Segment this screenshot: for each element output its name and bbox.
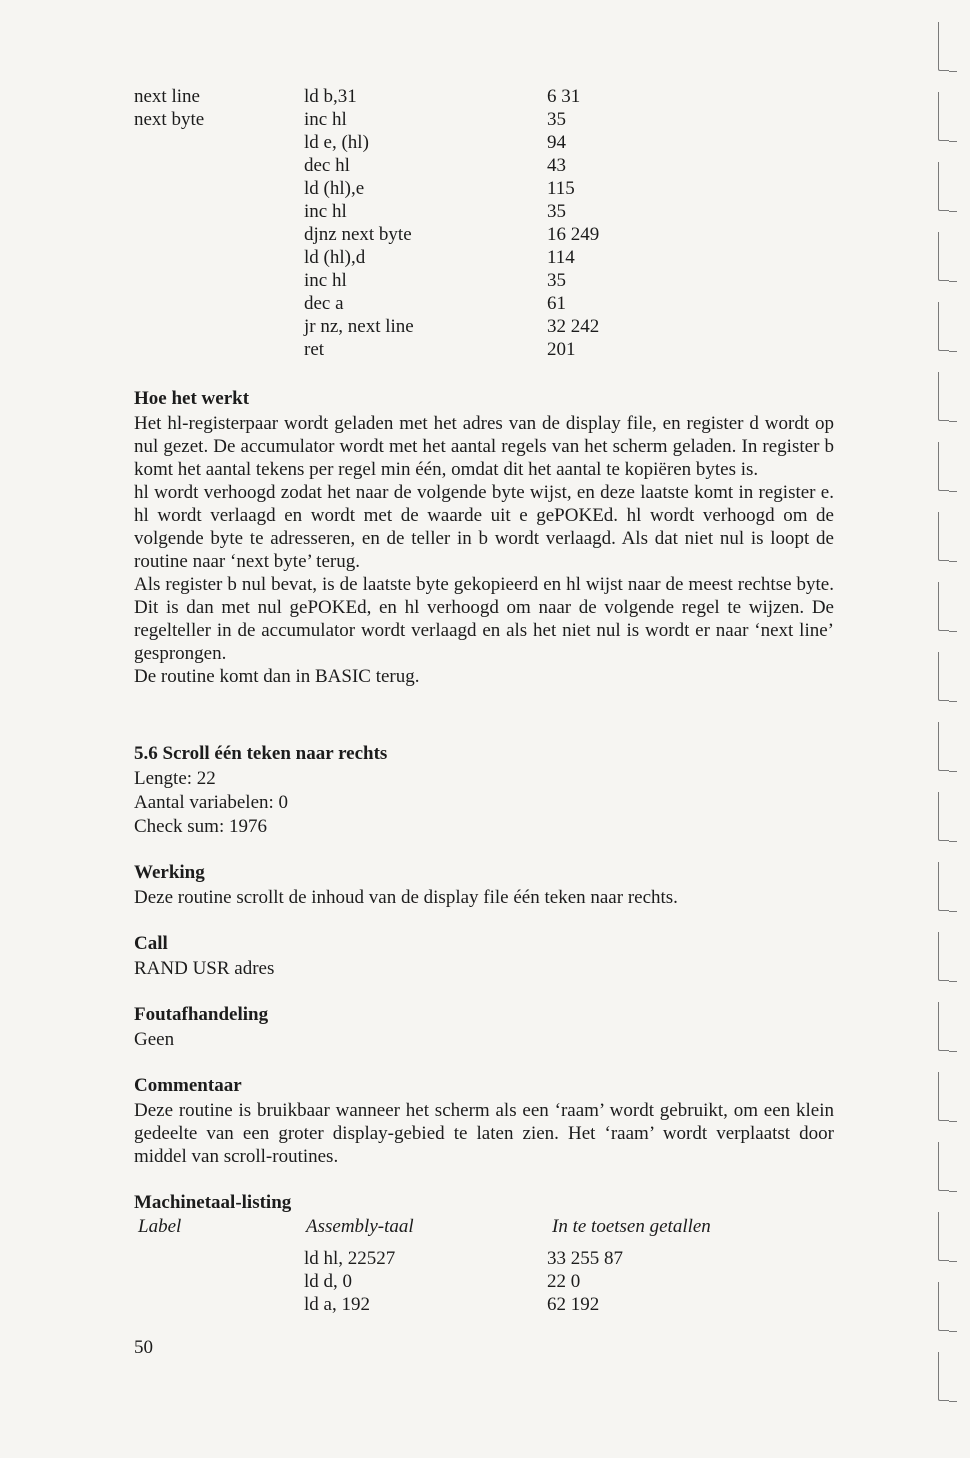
code-assembly: ld b,31 bbox=[304, 86, 357, 107]
code-numbers: 35 bbox=[547, 201, 566, 222]
code-numbers: 32 242 bbox=[547, 316, 600, 337]
code-numbers: 35 bbox=[547, 109, 566, 130]
code-assembly: ld e, (hl) bbox=[304, 132, 369, 153]
code-assembly: ret bbox=[304, 339, 325, 360]
code-assembly: jr nz, next line bbox=[304, 316, 414, 337]
column-assembly-header: Assembly-taal bbox=[306, 1216, 414, 1237]
column-numbers-header: In te toetsen getallen bbox=[552, 1216, 711, 1237]
page-number: 50 bbox=[134, 1337, 153, 1358]
binding-hole bbox=[938, 92, 949, 141]
binding-hole bbox=[938, 1352, 949, 1401]
error-handling-text: Geen bbox=[134, 1029, 175, 1050]
binding-hole bbox=[938, 302, 949, 351]
code-assembly: ld a, 192 bbox=[304, 1294, 370, 1315]
section-title: 5.6 Scroll één teken naar rechts bbox=[134, 743, 388, 764]
binding-hole bbox=[938, 512, 949, 561]
code-numbers: 201 bbox=[547, 339, 576, 360]
code-numbers: 61 bbox=[547, 293, 566, 314]
code-numbers: 22 0 bbox=[547, 1271, 581, 1292]
code-assembly: ld d, 0 bbox=[304, 1271, 353, 1292]
paragraph: Als register b nul bevat, is de laatste byte gekopieerd en hl wijst naar de meest rechtse byte. Dit is dan met nul gePOKEd, en hl verhoogd om naar de volgende regel te wijzen. De regelteller in de accumulator wordt verlaagd en als het niet nul is wordt er naar ‘next line’ gesprongen. bbox=[134, 574, 834, 664]
listing-column-headers bbox=[134, 1216, 834, 1240]
ring-binding-holes bbox=[924, 0, 970, 1458]
binding-hole bbox=[938, 862, 949, 911]
code-assembly: djnz next byte bbox=[304, 224, 412, 245]
call-heading: Call bbox=[134, 933, 168, 954]
code-label: next byte bbox=[134, 109, 205, 130]
error-handling-heading: Foutafhandeling bbox=[134, 1004, 269, 1025]
call-text: RAND USR adres bbox=[134, 958, 275, 979]
code-assembly: ld hl, 22527 bbox=[304, 1248, 396, 1269]
how-it-works-text bbox=[134, 412, 834, 688]
code-assembly: ld (hl),d bbox=[304, 247, 366, 268]
code-numbers: 33 255 87 bbox=[547, 1248, 623, 1269]
binding-hole bbox=[938, 232, 949, 281]
binding-hole bbox=[938, 1212, 949, 1261]
code-numbers: 16 249 bbox=[547, 224, 600, 245]
binding-hole bbox=[938, 1282, 949, 1331]
code-numbers: 94 bbox=[547, 132, 566, 153]
routine-checksum: Check sum: 1976 bbox=[134, 816, 267, 837]
binding-hole bbox=[938, 1002, 949, 1051]
binding-hole bbox=[938, 22, 949, 71]
routine-length: Lengte: 22 bbox=[134, 768, 216, 789]
code-assembly: inc hl bbox=[304, 270, 347, 291]
paragraph: hl wordt verhoogd zodat het naar de volgende byte wijst, en deze laatste komt in register e. hl wordt verlaagd en wordt met de waarde uit e gePOKEd. hl wordt verhoogd om de volgende byte te adresseren, en de teller in b wordt verlaagd. Als dat niet nul is loopt de routine naar ‘next byte’ terug. bbox=[134, 482, 834, 572]
code-assembly: dec a bbox=[304, 293, 344, 314]
code-numbers: 62 192 bbox=[547, 1294, 600, 1315]
code-assembly: inc hl bbox=[304, 201, 347, 222]
column-label-header: Label bbox=[138, 1216, 182, 1237]
binding-hole bbox=[938, 372, 949, 421]
binding-hole bbox=[938, 722, 949, 771]
binding-hole bbox=[938, 582, 949, 631]
binding-hole bbox=[938, 652, 949, 701]
code-label: next line bbox=[134, 86, 200, 107]
code-numbers: 115 bbox=[547, 178, 575, 199]
binding-hole bbox=[938, 792, 949, 841]
paragraph: De routine komt dan in BASIC terug. bbox=[134, 666, 420, 687]
binding-hole bbox=[938, 1072, 949, 1121]
binding-hole bbox=[938, 932, 949, 981]
werking-heading: Werking bbox=[134, 862, 205, 883]
code-assembly: dec hl bbox=[304, 155, 350, 176]
code-assembly: inc hl bbox=[304, 109, 347, 130]
code-numbers: 6 31 bbox=[547, 86, 581, 107]
binding-hole bbox=[938, 442, 949, 491]
routine-variables: Aantal variabelen: 0 bbox=[134, 792, 289, 813]
paragraph: Het hl-registerpaar wordt geladen met het adres van de display file, en register d wordt op nul gezet. De accumulator wordt met het aantal regels van het scherm geladen. In register b komt het aantal tekens per regel min één, omdat dit het aantal te kopiëren bytes is. bbox=[134, 413, 834, 480]
binding-hole bbox=[938, 1142, 949, 1191]
comment-heading: Commentaar bbox=[134, 1075, 242, 1096]
code-numbers: 35 bbox=[547, 270, 566, 291]
listing-heading: Machinetaal-listing bbox=[134, 1192, 292, 1213]
binding-hole bbox=[938, 162, 949, 211]
code-numbers: 43 bbox=[547, 155, 566, 176]
how-it-works-heading: Hoe het werkt bbox=[134, 388, 250, 409]
code-assembly: ld (hl),e bbox=[304, 178, 365, 199]
code-numbers: 114 bbox=[547, 247, 575, 268]
comment-text: Deze routine is bruikbaar wanneer het scherm als een ‘raam’ wordt gebruikt, om een klein gedeelte van een groter display-gebied te laten zien. Het ‘raam’ wordt verplaatst door middel van scroll-routines. bbox=[134, 1100, 834, 1167]
werking-text: Deze routine scrollt de inhoud van de display file één teken naar rechts. bbox=[134, 887, 678, 908]
